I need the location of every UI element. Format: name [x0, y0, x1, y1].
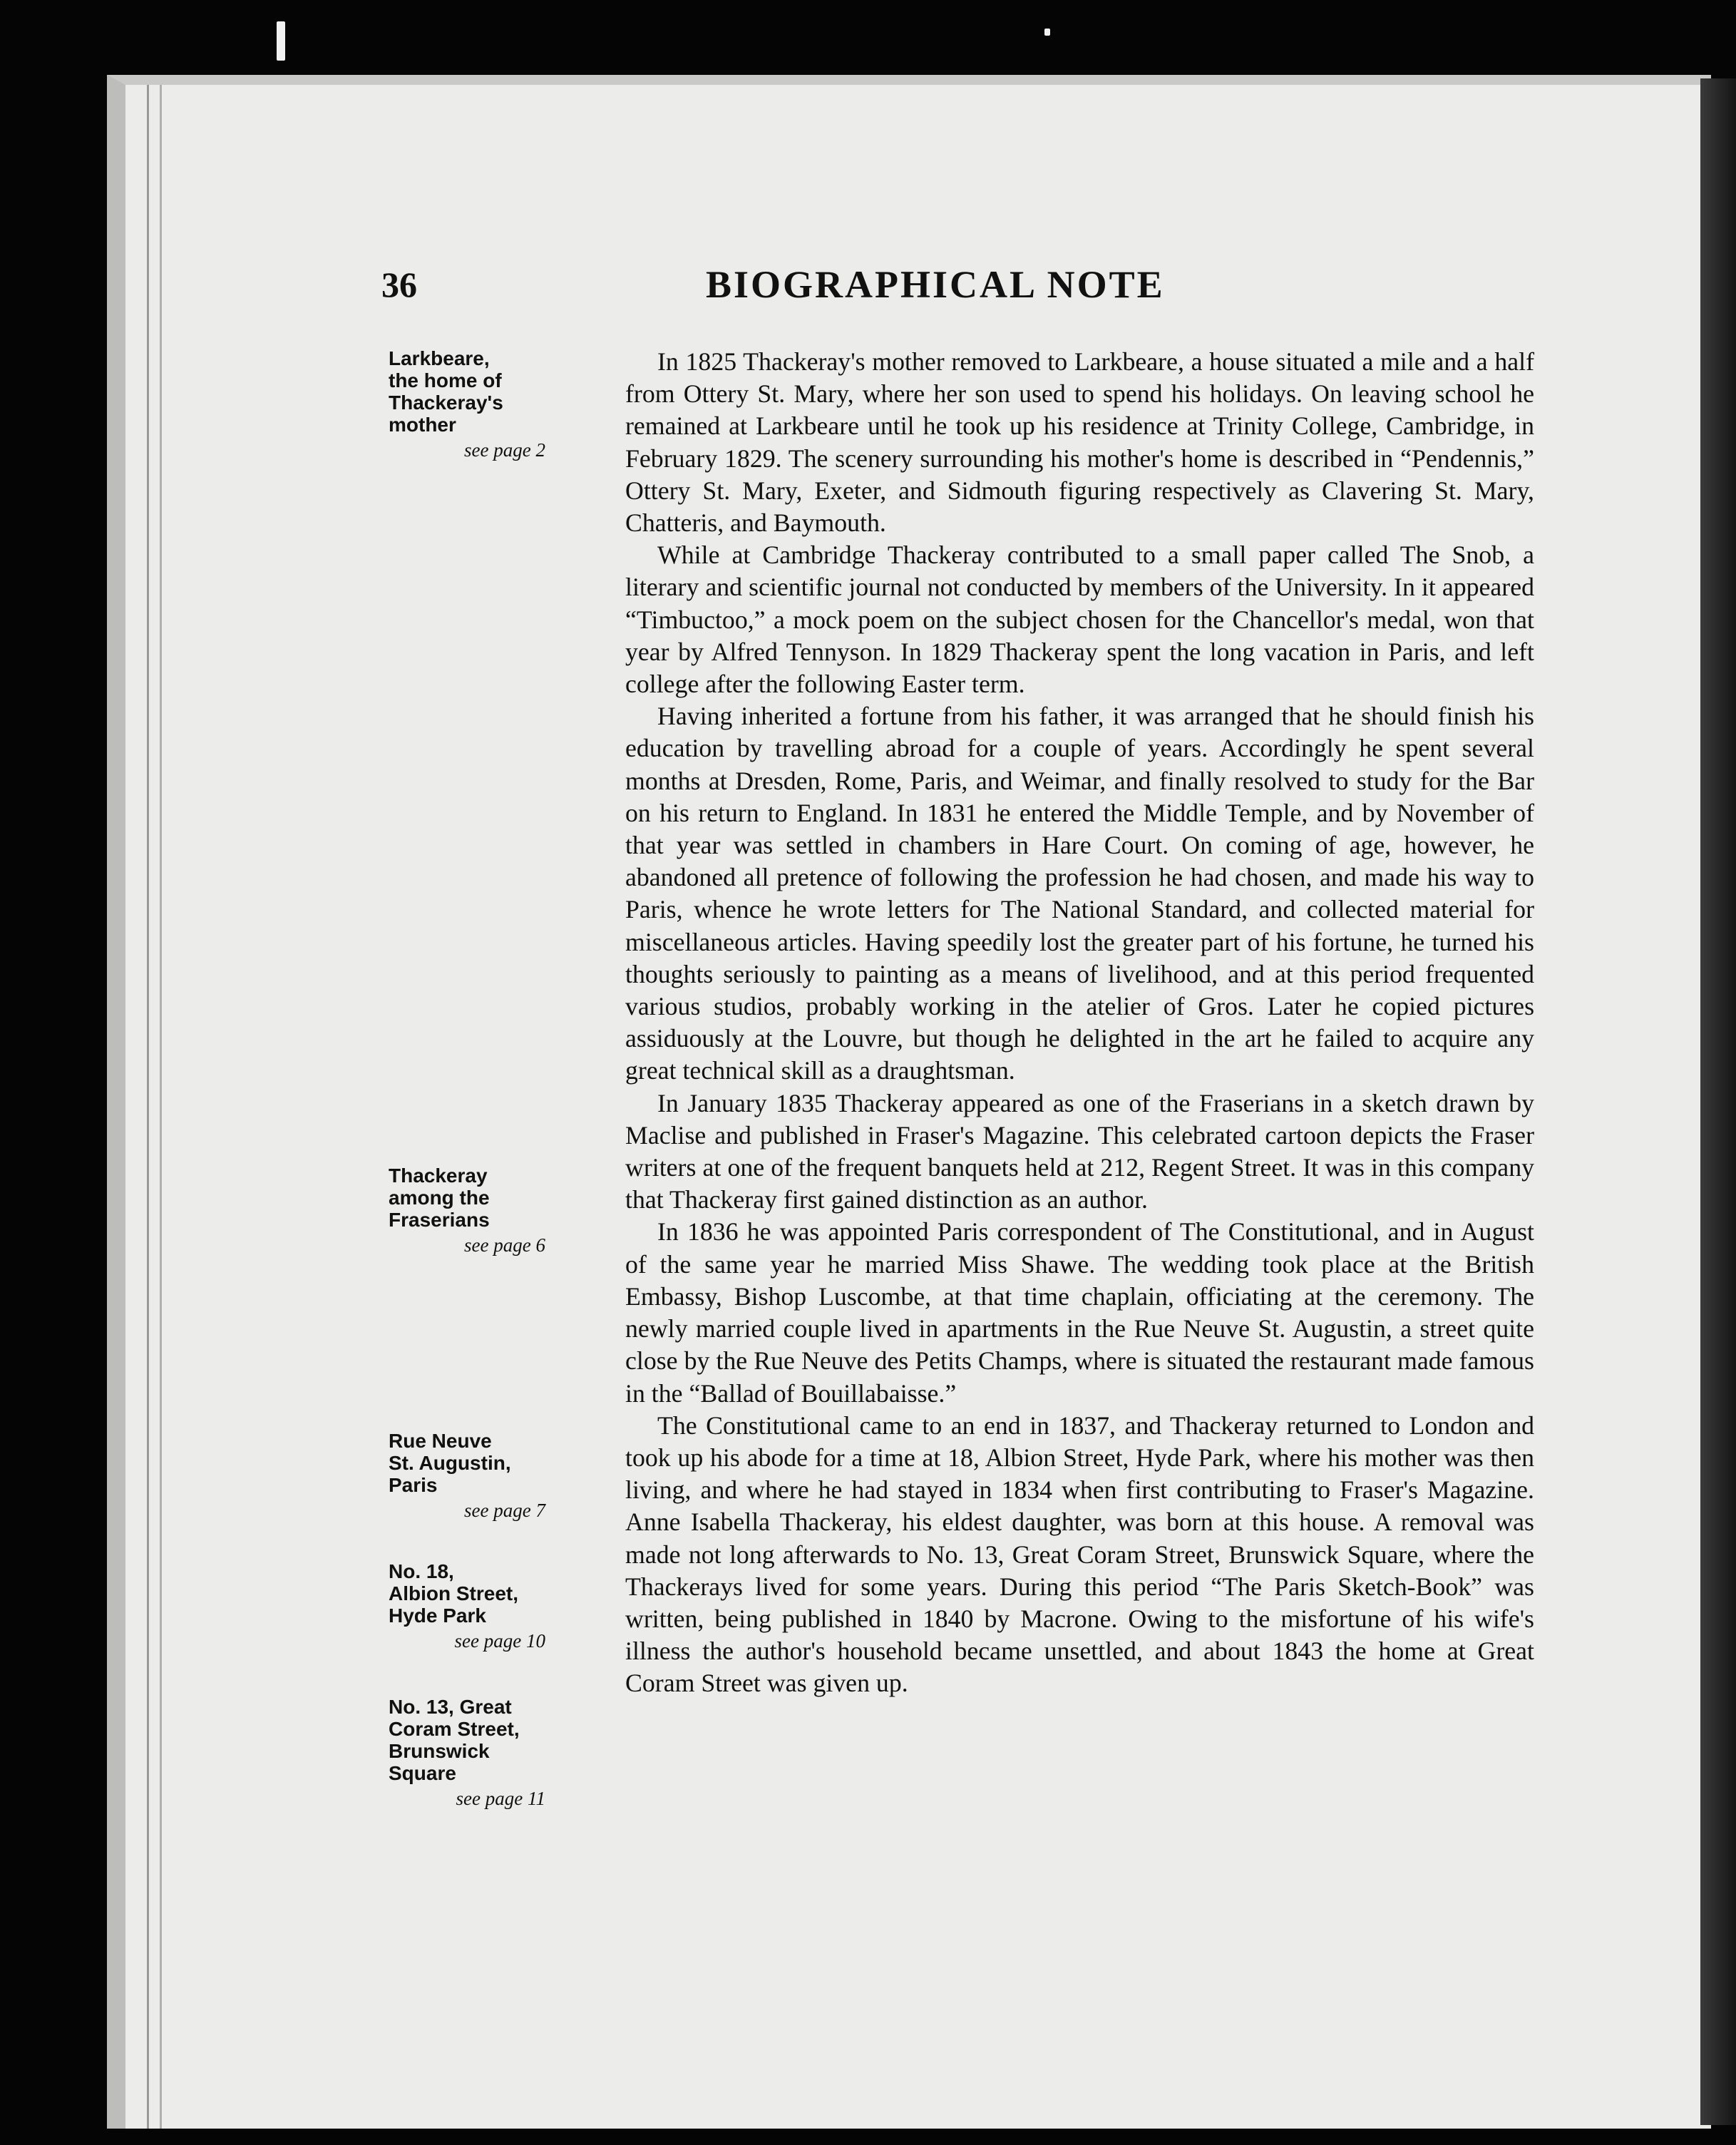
- sidenote-ref: see page 10: [454, 1630, 545, 1652]
- sidenote-line: mother: [389, 414, 456, 436]
- paragraph: In January 1835 Thackeray appeared as one of the Fraserians in a sketch drawn by Maclise and published in Fraser's Magazine. This celebrated cartoon depicts the Fraser writers at one of the frequent banquets held at 212, Regent Street. It was in this company that Thackeray first gained distinction as an author.: [625, 1088, 1534, 1214]
- sidenote-line: Larkbeare,: [389, 347, 490, 369]
- page-number: 36: [381, 265, 417, 304]
- sidenote-ref: see page 2: [464, 439, 545, 461]
- paragraph: The Constitutional came to an end in 1837, and Thackeray returned to London and took up his abode for a time at 18, Albion Street, Hyde Park, where his mother was then living, and where he had stayed in 1834 when first contributing to Fraser's Magazine. Anne Isabella Thackeray, his eldest daughter, was born at this house. A removal was made not long afterwards to No. 13, Great Coram Street, Brunswick Square, where the Thackerays lived for some years. During this period “The Paris Sketch-Book” was written, being published in 1840 by Macrone. Owing to the misfortune of his wife's illness the author's household became unsettled, and about 1843 the home at Great Coram Street was given up.: [625, 1411, 1534, 1698]
- scan-dust: [1044, 29, 1050, 36]
- sidenote-line: Brunswick: [389, 1740, 490, 1762]
- sidenote-line: Thackeray: [389, 1164, 488, 1187]
- running-head: BIOGRAPHICAL NOTE: [706, 263, 1165, 306]
- paragraph: While at Cambridge Thackeray contributed to a small paper called The Snob, a literary and scientific journal not conducted by members of the University. In it appeared “Timbuctoo,” a mock poem on the subject chosen for the Chancellor's medal, won that year by Alfred Tennyson. In 1829 Thackeray spent the long vacation in Paris, and left college after the following Easter term.: [625, 541, 1534, 699]
- paragraph: Having inherited a fortune from his father, it was arranged that he should finish his education by travelling abroad for a couple of years. Accordingly he spent several months at Dresden, Rome, Paris, and Weimar, and finally resolved to study for the Bar on his return to England. In 1831 he entered the Middle Temple, and by November of that year was settled in chambers in Hare Court. On coming of age, however, he abandoned all pretence of following the profession he had chosen, and made his way to Paris, whence he wrote letters for The National Standard, and collected material for miscellaneous articles. Having speedily lost the greater part of his fortune, he turned his thoughts seriously to painting as a means of livelihood, and at this period frequented various studios, probably working in the atelier of Gros. Later he copied pictures assiduously at the Louvre, but though he delighted in the art he failed to acquire any great technical skill as a draughtsman.: [625, 702, 1534, 1085]
- sidenote-line: St. Augustin,: [389, 1452, 511, 1474]
- sidenote-line: Square: [389, 1762, 456, 1784]
- sidenote-line: Hyde Park: [389, 1604, 486, 1627]
- sidenote-line: Coram Street,: [389, 1718, 520, 1740]
- sidenote-rue-neuve: [389, 1430, 553, 1525]
- sidenote-coram-street: [389, 1696, 553, 1813]
- sidenote-ref: see page 11: [456, 1788, 545, 1809]
- sidenote-line: Thackeray's: [389, 391, 503, 414]
- sidenote-albion-street: [389, 1560, 553, 1655]
- sidenote-line: among the: [389, 1187, 490, 1209]
- sidenote-ref: see page 6: [464, 1234, 545, 1256]
- sidenote-larkbeare: [389, 347, 553, 464]
- page-spine-line: [160, 85, 162, 2129]
- paragraph: In 1836 he was appointed Paris correspondent of The Constitutional, and in August of the same year he married Miss Shawe. The wedding took place at the British Embassy, Bishop Luscombe, at that time chaplain, officiating at the ceremony. The newly married couple lived in apartments in the Rue Neuve St. Augustin, a street quite close by the Rue Neuve des Petits Champs, where is situated the restaurant made famous in the “Ballad of Bouillabaisse.”: [625, 1217, 1534, 1408]
- sidenote-line: the home of: [389, 369, 502, 391]
- paragraph: In 1825 Thackeray's mother removed to Larkbeare, a house situated a mile and a half from Ottery St. Mary, where her son used to spend his holidays. On leaving school he remained at Larkbeare until he took up his residence at Trinity College, Cambridge, in February 1829. The scenery surrounding his mother's home is described in “Pendennis,” Ottery St. Mary, Exeter, and Sidmouth figuring respectively as Clavering St. Mary, Chatteris, and Baymouth.: [625, 347, 1534, 538]
- sidenote-line: Rue Neuve: [389, 1430, 492, 1452]
- scan-dust: [277, 21, 285, 61]
- sidenote-ref: see page 7: [464, 1500, 545, 1521]
- sidenote-fraserians: [389, 1164, 553, 1259]
- sidenote-line: Paris: [389, 1474, 438, 1496]
- sidenote-line: No. 13, Great: [389, 1696, 512, 1718]
- body-text: [625, 346, 1534, 1700]
- page-spine-line: [147, 85, 149, 2129]
- sidenote-line: Fraserians: [389, 1209, 490, 1231]
- page-edge-shadow: [1700, 78, 1736, 2125]
- sidenote-line: Albion Street,: [389, 1582, 519, 1604]
- sidenote-line: No. 18,: [389, 1560, 454, 1582]
